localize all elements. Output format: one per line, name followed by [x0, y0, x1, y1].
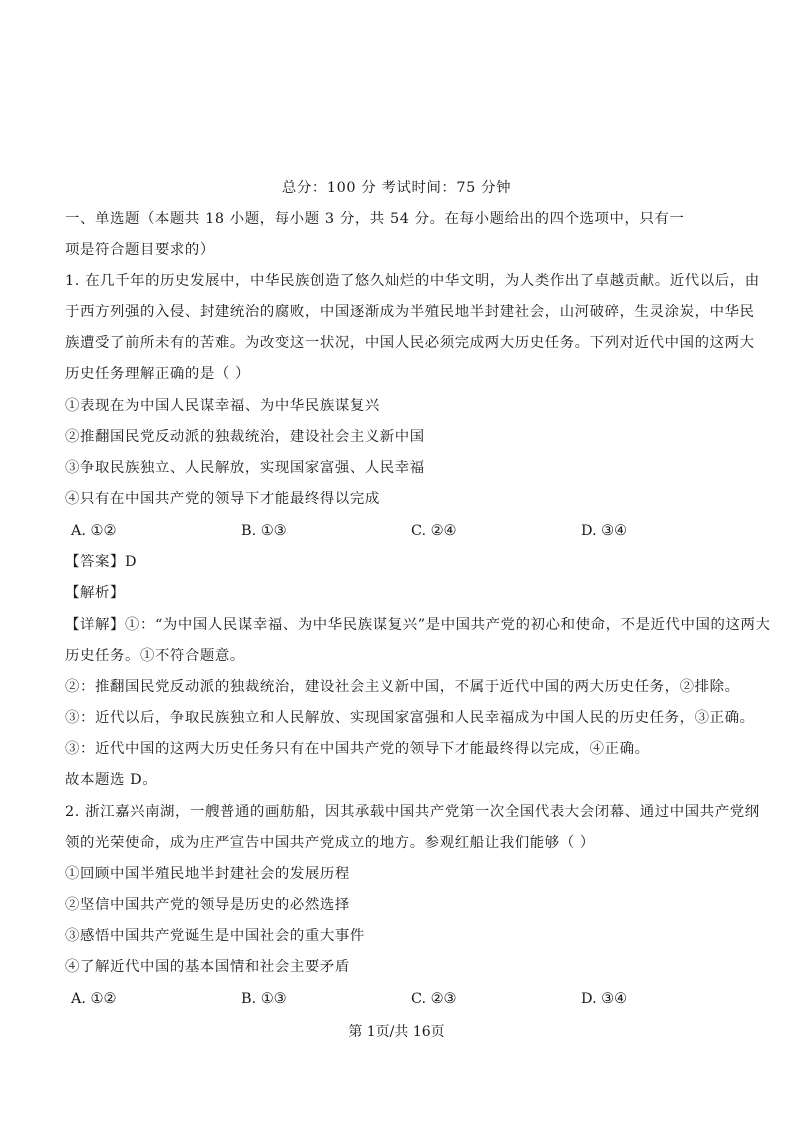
question-1-explanation-line: 【详解】①：“为中国人民谋幸福、为中华民族谋复兴”是中国共产党的初心和使命，不是近代中国的这两大 — [65, 617, 771, 633]
question-2-option-b: B. ①③ — [241, 991, 287, 1007]
question-1-explanation-line: 历史任务。①不符合题意。 — [65, 648, 245, 664]
section-heading-line2: 项是符合题目要求的） — [65, 242, 215, 258]
question-1-analysis-label: 【解析】 — [65, 585, 125, 601]
question-1-answer: 【答案】D — [65, 554, 138, 570]
question-1-conclusion: 故本题选 D。 — [65, 772, 158, 788]
question-2-stem-line: 领的光荣使命，成为庄严宣告中国共产党成立的地方。参观红船让我们能够（ ） — [65, 835, 595, 851]
question-2-statement: ④了解近代中国的基本国情和社会主要矛盾 — [65, 959, 350, 975]
question-1-stem-line: 于西方列强的入侵、封建统治的腐败，中国逐渐成为半殖民地半封建社会，山河破碎，生灵涂炭，中华民 — [65, 304, 755, 320]
question-2-option-c: C. ②③ — [411, 991, 457, 1007]
question-1-option-c: C. ②④ — [411, 523, 457, 539]
question-1-explanation-line: ②：推翻国民党反动派的独裁统治，建设社会主义新中国，不属于近代中国的两大历史任务，②排除。 — [65, 679, 740, 695]
page-number: 第 1页/共 16页 — [348, 1024, 445, 1040]
question-1-option-a: A. ①② — [71, 523, 117, 539]
question-1-option-b: B. ①③ — [241, 523, 287, 539]
question-2-statement: ①回顾中国半殖民地半封建社会的发展历程 — [65, 866, 350, 882]
question-2-statement: ③感悟中国共产党诞生是中国社会的重大事件 — [65, 928, 365, 944]
section-heading-line1: 一、单选题（本题共 18 小题，每小题 3 分，共 54 分。在每小题给出的四个选项中，只有一 — [65, 211, 685, 227]
question-1-explanation-line: ③：近代中国的这两大历史任务只有在中国共产党的领导下才能最终得以完成，④正确。 — [65, 741, 650, 757]
question-1-stem-line: 历史任务理解正确的是（ ） — [65, 366, 251, 382]
question-1-statement: ③争取民族独立、人民解放，实现国家富强、人民幸福 — [65, 460, 425, 476]
question-2-statement: ②坚信中国共产党的领导是历史的必然选择 — [65, 897, 350, 913]
question-1-statement: ④只有在中国共产党的领导下才能最终得以完成 — [65, 491, 380, 507]
question-1-statement: ②推翻国民党反动派的独裁统治，建设社会主义新中国 — [65, 429, 425, 445]
question-1-stem-line: 族遭受了前所未有的苦难。为改变这一状况，中国人民必须完成两大历史任务。下列对近代中国的这两大 — [65, 335, 755, 351]
question-1-stem-line: 1. 在几千年的历史发展中，中华民族创造了悠久灿烂的中华文明，为人类作出了卓越贡献。近代以后，由 — [65, 273, 760, 289]
question-2-option-a: A. ①② — [71, 991, 117, 1007]
question-1-option-d: D. ③④ — [581, 523, 627, 539]
question-2-option-d: D. ③④ — [581, 991, 627, 1007]
question-1-statement: ①表现在为中国人民谋幸福、为中华民族谋复兴 — [65, 398, 380, 414]
score-info: 总分：100 分 考试时间：75 分钟 — [281, 180, 512, 196]
question-1-explanation-line: ③：近代以后，争取民族独立和人民解放、实现国家富强和人民幸福成为中国人民的历史任务，③正确。 — [65, 710, 755, 726]
question-2-stem-line: 2. 浙江嘉兴南湖，一艘普通的画舫船，因其承载中国共产党第一次全国代表大会闭幕、通过中国共产党纲 — [65, 804, 760, 820]
